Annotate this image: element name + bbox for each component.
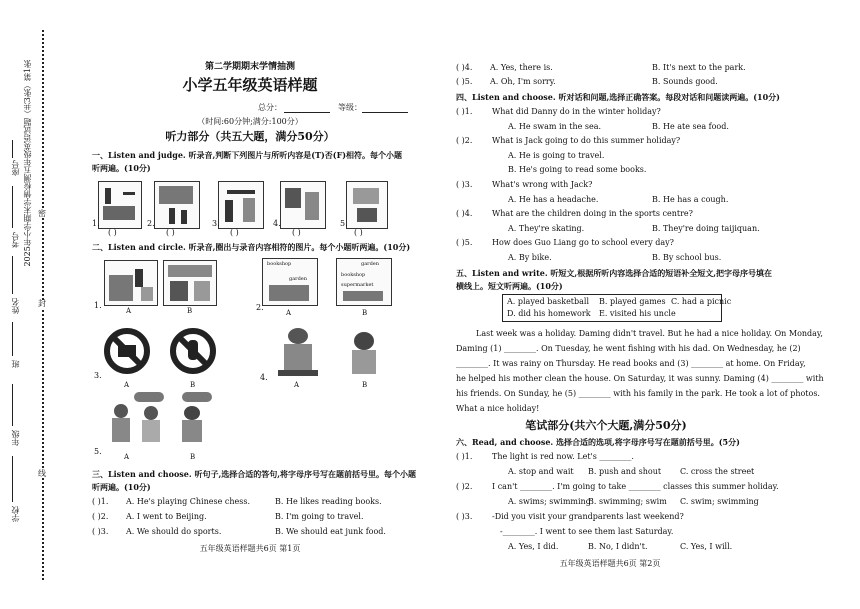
q2-4-picture-a[interactable] <box>274 326 324 378</box>
q3-5-option-a: A. Oh, I'm sorry. <box>490 77 556 86</box>
q4-3-option-a: A. He has a headache. <box>508 195 599 204</box>
grade-level-label: 等级： <box>338 103 362 112</box>
exam-name: 第二学期期末学情抽测 <box>204 62 295 72</box>
q6-instruction: 六、Read, and choose. 选择合适的选项,将字母序号写在题前括号里。(5分) <box>456 437 740 447</box>
q6-2-question: I can't ________. I'm going to take ________ classes this summer holiday. <box>492 482 779 491</box>
q3-instruction: 三、Listen and choose. 听句子,选择合适的答句,将字母序号写在题前括号里。每个小题 <box>92 469 417 479</box>
q6-3-option-c: C. Yes, I will. <box>680 542 733 551</box>
q1-number-5: 5. <box>340 219 348 228</box>
q6-1-option-c: C. cross the street <box>680 467 755 476</box>
left-page-footer: 五年级英语样题共6页 第1页 <box>199 544 301 553</box>
q3-2-option-b: B. I'm going to travel. <box>275 512 364 521</box>
sign-bookshop-b: bookshop <box>341 272 366 278</box>
q1-number-3: 3. <box>212 219 220 228</box>
q2-1-label-b: B <box>187 307 193 315</box>
name-label: 姓名 <box>11 298 20 314</box>
q1-answer-3[interactable]: ( ) <box>230 228 239 237</box>
q2-3-picture-a[interactable] <box>104 328 150 374</box>
seat-no-field[interactable] <box>12 140 13 158</box>
q6-1-question: The light is red now. Let's ________. <box>492 452 634 461</box>
q4-5-question: How does Guo Liang go to school every day? <box>492 238 674 247</box>
q3-3-option-b: B. We should eat junk food. <box>275 527 386 536</box>
binding-strip <box>0 0 56 609</box>
q4-1-option-b: B. He ate sea food. <box>652 122 729 131</box>
q2-number-4: 4. <box>260 373 268 382</box>
q3-instruction-2: 听两遍。(10分) <box>92 482 151 492</box>
exam-no-label: 考号 <box>11 232 20 248</box>
q3-2-number[interactable]: ( )2. <box>92 512 109 521</box>
right-page-footer: 五年级英语样题共6页 第2页 <box>559 559 661 568</box>
q5-instruction: 五、Listen and write. 听短文,根据所听内容选择合适的短语补全短文,把字母序号填在 <box>456 268 772 278</box>
school-field[interactable] <box>12 456 13 502</box>
q2-3-label-a: A <box>124 381 130 389</box>
q1-picture-2 <box>154 181 200 229</box>
seal-mark-mi: 密 <box>38 209 46 218</box>
q4-4-option-a: A. They're skating. <box>508 224 585 233</box>
q1-picture-5 <box>346 181 388 229</box>
q1-picture-3 <box>218 181 264 229</box>
q4-5-option-b: B. By school bus. <box>652 253 722 262</box>
listening-section-title: 听力部分（共五大题，满分50分） <box>165 130 335 143</box>
q4-instruction: 四、Listen and choose. 听对话和问题,选择正确答案。每段对话和问题读两遍。(10分) <box>456 92 780 102</box>
q4-4-number[interactable]: ( )4. <box>456 209 473 218</box>
total-score-label: 总分： <box>258 103 282 112</box>
q1-number-1: 1. <box>92 219 100 228</box>
total-score-field[interactable] <box>284 112 330 113</box>
q2-4-label-a: A <box>294 381 300 389</box>
q4-1-option-a: A. He swam in the sea. <box>508 122 602 131</box>
q6-2-option-c: C. swim; swimming <box>680 497 759 506</box>
q2-1-label-a: A <box>126 307 132 315</box>
q4-3-option-b: B. He has a cough. <box>652 195 729 204</box>
q4-4-option-b: B. They're doing taijiquan. <box>652 224 760 233</box>
q5-passage-line-2: Daming (1) ________. On Tuesday, he went fishing with his dad. On Wednesday, he (2) <box>456 344 801 353</box>
q5-passage-line-6: What a nice holiday! <box>456 404 540 413</box>
q3-1-option-b: B. He likes reading books. <box>275 497 382 506</box>
q5-passage-line-5: his friends. On Sunday, he (5) ________ with his family in the park. He took a lot of photos. <box>456 389 820 398</box>
page-title: 小学五年级英语样题 <box>182 76 318 94</box>
q5-option-a: A. played basketball <box>507 297 590 306</box>
q3-3-number[interactable]: ( )3. <box>92 527 109 536</box>
q4-2-number[interactable]: ( )2. <box>456 136 473 145</box>
q2-3-label-b: B <box>190 381 196 389</box>
q5-passage-line-1: Last week was a holiday. Daming didn't travel. But he had a nice holiday. On Monday, <box>476 329 823 338</box>
time-info: （时间:60分钟;满分:100分） <box>197 117 303 126</box>
writing-section-title: 笔试部分(共六个大题,满分50分) <box>525 419 687 432</box>
sign-bookshop-a: bookshop <box>267 261 292 267</box>
q4-2-question: What is Jack going to do this summer holiday? <box>492 136 681 145</box>
q1-picture-4 <box>280 181 326 229</box>
grade-level-field[interactable] <box>362 112 408 113</box>
q5-passage-line-4: he helped his mother clean the house. On Saturday, it was sunny. Daming (4) ________ with <box>456 374 824 383</box>
q6-3-option-b: B. No, I didn't. <box>588 542 648 551</box>
q1-picture-1 <box>98 181 142 229</box>
q3-4-number[interactable]: ( )4. <box>456 63 473 72</box>
q4-1-question: What did Danny do in the winter holiday? <box>492 107 661 116</box>
exam-no-field[interactable] <box>12 186 13 228</box>
q4-3-question: What's wrong with Jack? <box>492 180 593 189</box>
q1-answer-1[interactable]: ( ) <box>108 228 117 237</box>
q3-5-option-b: B. Sounds good. <box>652 77 718 86</box>
q1-answer-4[interactable]: ( ) <box>292 228 301 237</box>
q4-2-option-b: B. He's going to read some books. <box>508 165 647 174</box>
q2-1-picture-b[interactable] <box>163 260 217 306</box>
q4-5-number[interactable]: ( )5. <box>456 238 473 247</box>
sign-garden-a: garden <box>289 276 307 282</box>
q4-1-number[interactable]: ( )1. <box>456 107 473 116</box>
school-label: 学校 <box>11 506 20 522</box>
q3-2-option-a: A. I went to Beijing. <box>126 512 207 521</box>
q2-3-picture-b[interactable] <box>170 328 216 374</box>
q2-4-label-b: B <box>362 381 368 389</box>
q2-2-label-b: B <box>362 309 368 317</box>
seal-mark-feng: 封 <box>38 299 46 308</box>
q2-2-label-a: A <box>286 309 292 317</box>
q6-3-number[interactable]: ( )3. <box>456 512 473 521</box>
q4-5-option-a: A. By bike. <box>508 253 552 262</box>
q6-2-number[interactable]: ( )2. <box>456 482 473 491</box>
q4-3-number[interactable]: ( )3. <box>456 180 473 189</box>
q5-instruction-2: 横线上。短文听两遍。(10分) <box>456 281 563 291</box>
sign-garden-b: garden <box>361 261 379 267</box>
q1-answer-5[interactable]: ( ) <box>354 228 363 237</box>
q5-option-d: D. did his homework <box>507 309 591 318</box>
q3-3-option-a: A. We should do sports. <box>126 527 222 536</box>
q3-5-number[interactable]: ( )5. <box>456 77 473 86</box>
q2-2-picture-b[interactable] <box>336 258 392 306</box>
q2-number-3: 3. <box>94 371 102 380</box>
q6-1-number[interactable]: ( )1. <box>456 452 473 461</box>
q3-4-option-b: B. It's next to the park. <box>652 63 746 72</box>
q1-instruction: 一、Listen and judge. 听录音,判断下列图片与所听内容是(T)否(F)相符。每个小题 <box>92 150 403 160</box>
q6-3-question-2: -________. I went to see them last Saturday. <box>500 527 674 536</box>
q6-3-question: -Did you visit your grandparents last weekend? <box>492 512 684 521</box>
q6-3-option-a: A. Yes, I did. <box>508 542 559 551</box>
q3-4-option-a: A. Yes, there is. <box>490 63 553 72</box>
q5-option-b: B. played games <box>599 297 666 306</box>
q3-1-number[interactable]: ( )1. <box>92 497 109 506</box>
q2-5-label-a: A <box>124 453 130 461</box>
q5-option-e: E. visited his uncle <box>599 309 676 318</box>
q3-1-option-a: A. He's playing Chinese chess. <box>126 497 250 506</box>
q2-number-5: 5. <box>94 447 102 456</box>
q1-number-2: 2. <box>147 219 155 228</box>
name-field[interactable] <box>12 256 13 294</box>
q4-2-option-a: A. He is going to travel. <box>508 151 605 160</box>
q6-1-option-b: B. push and shout <box>588 467 662 476</box>
q2-5-picture-a[interactable] <box>108 392 174 446</box>
q2-number-1: 1. <box>94 301 102 310</box>
seal-mark-xian: 线 <box>38 469 46 478</box>
grade-field[interactable] <box>12 384 13 426</box>
q5-option-c: C. had a picnic <box>671 297 732 306</box>
q2-4-picture-b[interactable] <box>344 330 384 378</box>
class-label: 班 <box>11 360 20 368</box>
q2-2-picture-a[interactable] <box>262 258 318 306</box>
grade-label: 年级 <box>11 430 20 446</box>
q5-passage-line-3: ________. It was rainy on Thursday. He read books and (3) ________ at home. On Friday, <box>456 359 806 368</box>
q1-number-4: 4. <box>273 219 281 228</box>
q2-number-2: 2. <box>256 303 264 312</box>
class-field[interactable] <box>12 322 13 356</box>
q6-2-option-b: B. swimming; swim <box>588 497 667 506</box>
seat-no-label: 座号 <box>11 160 20 176</box>
sign-supermarket: supermarket <box>341 282 374 288</box>
q6-2-option-a: A. swims; swimming <box>508 497 591 506</box>
q6-1-option-a: A. stop and wait <box>508 467 574 476</box>
q2-instruction: 二、Listen and circle. 听录音,圈出与录音内容相符的图片。每个小题听两遍。(10分) <box>92 242 411 252</box>
q4-4-question: What are the children doing in the sports centre? <box>492 209 693 218</box>
q2-1-picture-a[interactable] <box>104 260 158 306</box>
q2-5-picture-b[interactable] <box>172 392 218 446</box>
binding-header: 2025年小学期末学情检测五年级英语试题（共3张）第1张 <box>23 60 32 267</box>
q5-options-box <box>502 294 732 322</box>
q1-answer-2[interactable]: ( ) <box>166 228 175 237</box>
q1-instruction-2: 听两遍。(10分) <box>92 163 151 173</box>
q2-5-label-b: B <box>190 453 196 461</box>
